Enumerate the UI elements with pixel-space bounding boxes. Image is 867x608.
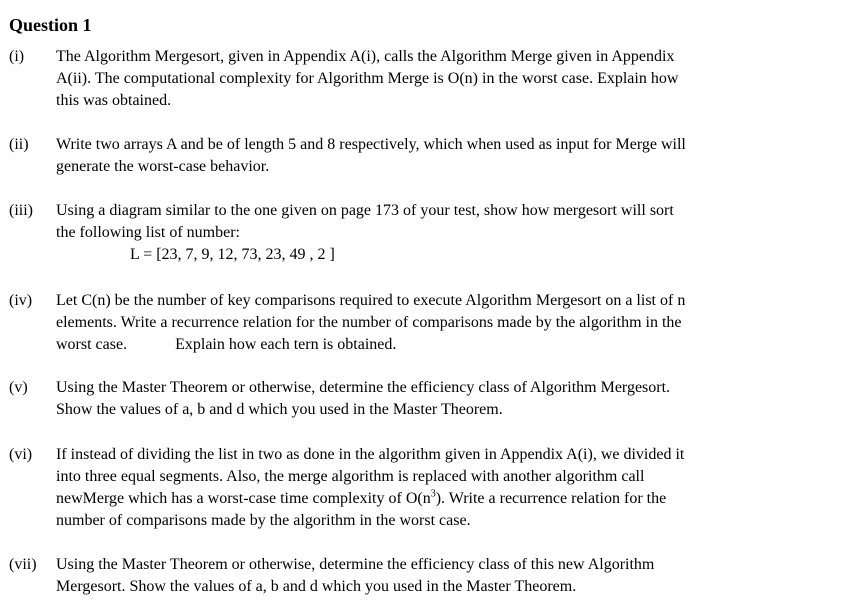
part-text xyxy=(56,377,796,421)
question-part-vi xyxy=(9,444,849,532)
text-line: Using the Master Theorem or otherwise, determine the efficiency class of this new Algorithm xyxy=(56,556,655,573)
text-line: Using the Master Theorem or otherwise, determine the efficiency class of Algorithm Mergesort. xyxy=(56,379,671,396)
text-line: Mergesort. Show the values of a, b and d which you used in the Master Theorem. xyxy=(56,578,577,595)
question-title: Question 1 xyxy=(9,15,92,35)
text-line: elements. Write a recurrence relation for the number of comparisons made by the algorithm in the xyxy=(56,314,682,331)
list-formula: L = [23, 7, 9, 12, 73, 23, 49 , 2 ] xyxy=(130,246,335,263)
part-number: (i) xyxy=(9,48,25,65)
part-number: (vi) xyxy=(9,446,33,463)
text-line: Let C(n) be the number of key comparisons required to execute Algorithm Mergesort on a list of n xyxy=(56,292,686,309)
text-line: Show the values of a, b and d which you used in the Master Theorem. xyxy=(56,401,503,418)
part-number: (v) xyxy=(9,379,28,396)
text-line: Write two arrays A and be of length 5 and 8 respectively, which when used as input for Merge will xyxy=(56,136,686,153)
text-fragment: Explain how each tern is obtained. xyxy=(175,336,397,353)
text-line: Using a diagram similar to the one given on page 173 of your test, show how mergesort will sort xyxy=(56,202,674,219)
text-line xyxy=(56,334,796,356)
text-line: A(ii). The computational complexity for Algorithm Merge is O(n) in the worst case. Explain how xyxy=(56,70,679,87)
question-part-vii xyxy=(9,554,849,598)
text-fragment: worst case. xyxy=(56,336,128,353)
part-number: (ii) xyxy=(9,136,29,153)
question-part-i xyxy=(9,46,849,112)
question-part-ii xyxy=(9,134,849,178)
part-number: (vii) xyxy=(9,556,37,573)
text-line: into three equal segments. Also, the merge algorithm is replaced with another algorithm call xyxy=(56,468,645,485)
part-text xyxy=(56,134,796,178)
part-number: (iv) xyxy=(9,292,33,309)
part-text xyxy=(56,290,796,356)
text-line: generate the worst-case behavior. xyxy=(56,158,270,175)
text-line: The Algorithm Mergesort, given in Appendix A(i), calls the Algorithm Merge given in Appendix xyxy=(56,48,675,65)
part-text xyxy=(56,200,796,266)
question-part-iv xyxy=(9,290,849,356)
part-number: (iii) xyxy=(9,202,33,219)
text-fragment: ). Write a recurrence relation for the xyxy=(435,490,667,507)
superscript: 3 xyxy=(430,488,436,500)
part-text xyxy=(56,46,796,112)
part-text xyxy=(56,444,796,532)
question-part-v xyxy=(9,377,849,421)
text-line: If instead of dividing the list in two as done in the algorithm given in Appendix A(i), we divided it xyxy=(56,446,685,463)
text-line: this was obtained. xyxy=(56,92,172,109)
text-line: the following list of number: xyxy=(56,224,240,241)
part-text xyxy=(56,554,796,598)
text-line xyxy=(56,488,796,510)
text-line: number of comparisons made by the algorithm in the worst case. xyxy=(56,512,471,529)
question-part-iii xyxy=(9,200,849,266)
text-fragment: newMerge which has a worst-case time complexity of O(n xyxy=(56,490,431,507)
